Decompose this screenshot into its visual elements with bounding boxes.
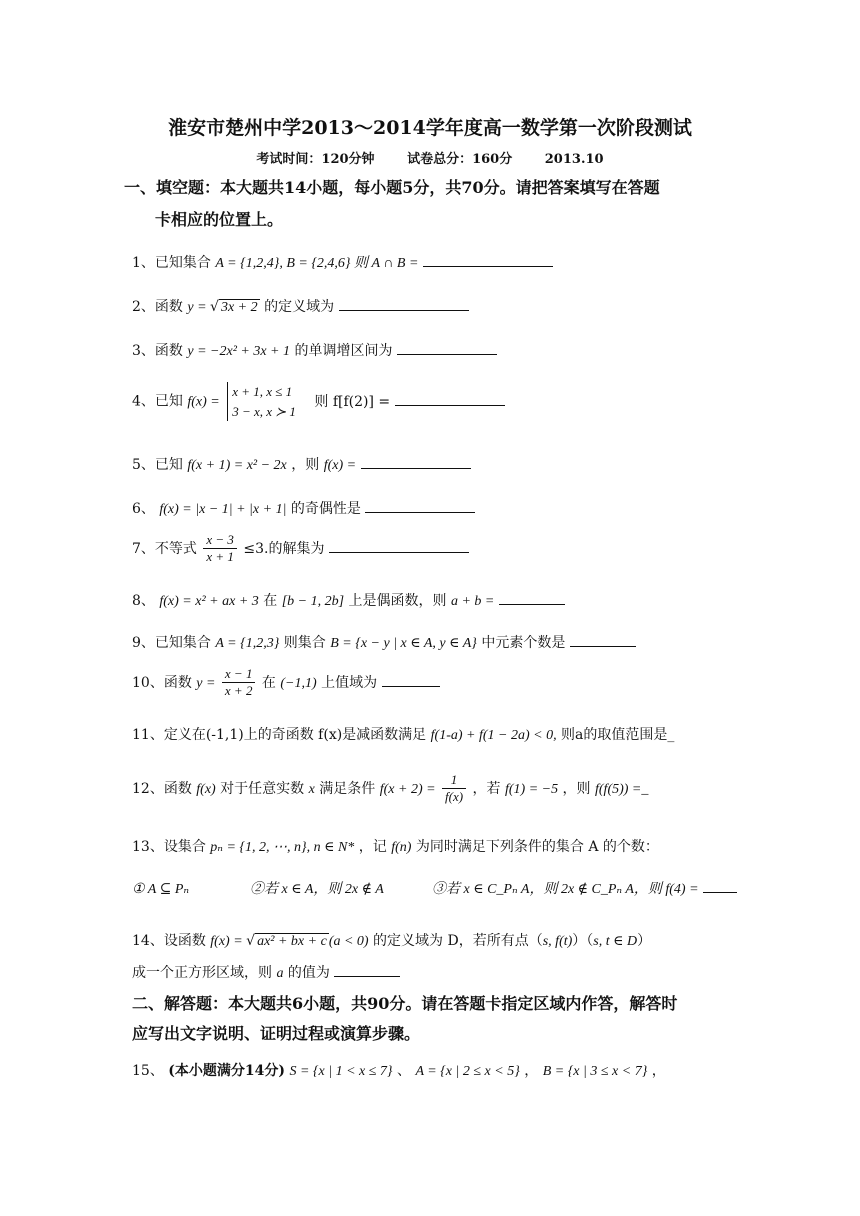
answer-blank [570,645,636,647]
question-10: 10、函数 y = $\frac{x - 1}{x + 2}$ 在 (−1,1) 上值域为 [132,666,440,700]
question-1: 1、已知集合 A = {1,2,4}, B = {2,4,6} 则 A ∩ B = [132,254,553,273]
question-8: 8、 f(x) = x² + ax + 3 在 [b − 1, 2b] 上是偶函数，则 a + b = [132,592,565,611]
fraction: $\frac{x - 1}{x + 2}$ [222,666,256,700]
question-6: 6、 f(x) = |x − 1| + |x + 1| 的奇偶性是 [132,500,475,519]
fraction: $\frac{x - 3}{x + 1}$ [203,532,237,566]
question-4: 4、已知 f(x) = x + 1, x ≤ 1 3 − x, x ≻ 1 则 f[f(2)] = [132,382,505,421]
answer-blank [382,685,440,687]
answer-blank [339,309,469,311]
answer-blank [361,467,471,469]
question-3: 3、函数 y = −2x² + 3x + 1 的单调增区间为 [132,342,497,361]
answer-blank [423,265,553,267]
page-title: 淮安市楚州中学2013～2014学年度高一数学第一次阶段测试 [168,117,692,139]
question-14-cont: 成一个正方形区域，则 a 的值为 [132,964,400,983]
section2-heading-cont: 应写出文字说明、证明过程或演算步骤。 [132,1024,421,1043]
exam-score: 试卷总分：160分 [407,152,513,167]
answer-blank [395,404,505,406]
answer-blank [703,891,737,893]
exam-meta [0,152,860,169]
answer-blank [329,551,469,553]
answer-blank [365,511,475,513]
question-15: 15、 (本小题满分14分) S = {x | 1 < x ≤ 7} 、 A = {x | 2 ≤ x < 5} ， B = {x | 3 ≤ x < 7} ， [132,1063,666,1079]
fraction: $\frac{1}{f(x)}$ [442,772,466,806]
question-13-condition-2: ②若 x ∈ A，则 2x ∉ A [250,882,384,897]
question-5: 5、已知 f(x + 1) = x² − 2x ，则 f(x) = [132,456,471,475]
answer-blank [334,975,400,977]
question-14: 14、设函数 f(x) = √ ax² + bx + c (a < 0) 的定义域为 D，若所有点（s, f(t)）（s, t ∈ D） [132,933,652,949]
piecewise: x + 1, x ≤ 1 3 − x, x ≻ 1 [227,382,296,421]
question-13-condition-3: ③若 x ∈ C_Pₙ A，则 2x ∉ C_Pₙ A，则 f(4) = [432,880,737,899]
question-13: 13、设集合 pₙ = {1, 2, ⋯, n}, n ∈ N* ，记 f(n) 为同时满足下列条件的集合 A 的个数： [132,839,659,855]
question-7: 7、不等式 $\frac{x - 3}{x + 1}$ ≤3.的解集为 [132,532,469,566]
answer-blank [499,603,565,605]
question-9: 9、已知集合 A = {1,2,3} 则集合 B = {x − y | x ∈ A, y ∈ A} 中元素个数是 [132,634,636,653]
answer-blank [397,353,497,355]
exam-time: 考试时间：120分钟 [256,152,375,167]
question-2: 2、函数 y = √ 3x + 2 的定义域为 [132,298,469,317]
question-11: 11、定义在(-1,1)上的奇函数 f(x)是减函数满足 f(1-a) + f(1 − 2a) < 0, 则a的取值范围是_ [132,727,675,743]
section2-heading: 二、解答题：本大题共6小题，共90分。请在答题卡指定区域内作答，解答时 [132,994,678,1013]
section1-heading: 一、填空题：本大题共14小题，每小题5分，共70分。请把答案填写在答题 [124,178,660,197]
question-13-conditions: ① A ⊆ Pₙ [132,882,190,897]
question-12: 12、函数 f(x) 对于任意实数 x 满足条件 f(x + 2) = $\frac{1}{f(x)}$ ，若 f(1) = −5 ，则 f(f(5)) =_ [132,772,649,805]
section1-heading-cont: 卡相应的位置上。 [155,210,284,229]
exam-date: 2013.10 [544,152,604,167]
